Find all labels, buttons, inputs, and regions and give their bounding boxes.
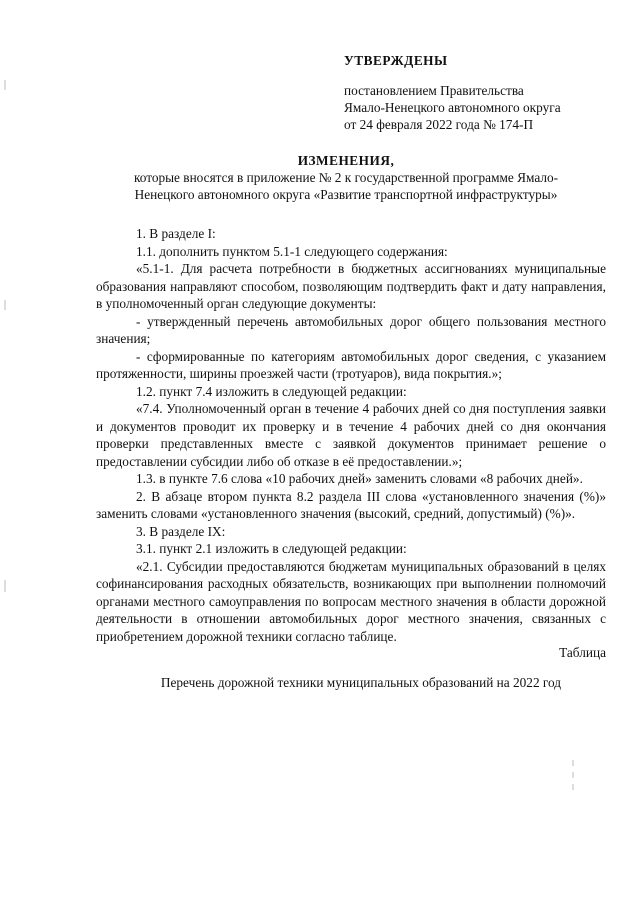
paragraph: 3. В разделе IX: <box>136 523 226 539</box>
approval-line-3: от 24 февраля 2022 года № 174-П <box>344 117 534 132</box>
approval-line-1: постановлением Правительства <box>344 83 524 98</box>
paragraph: «7.4. Уполномоченный орган в течение 4 рабочих дней со дня поступления заявки и документов проводит их проверку и в течение 4 рабочих дней со дня окончания проверки представленных вместе с заявкой документов принимает решение о предоставлении субсидии либо об отказе в её предоставлении.»; <box>96 401 606 469</box>
paragraph: 1. В разделе I: <box>136 226 216 241</box>
paragraph: 2. В абзаце втором пункта 8.2 раздела III слова «установленного значения (%)» заменить словами «установленного значения (высокий, средний, допустимый) (%)». <box>96 488 606 521</box>
paragraph: 1.2. пункт 7.4 изложить в следующей редакции: <box>136 383 407 399</box>
approval-line-2: Ямало-Ненецкого автономного округа <box>344 100 561 115</box>
paragraph: 1.1. дополнить пунктом 5.1-1 следующего содержания: <box>136 243 448 259</box>
paragraph: «5.1-1. Для расчета потребности в бюджетных ассигнованиях муниципальные образования направляют способом, позволяющим подтвердить факт и дату направления, в уполномоченный орган следующие документы: <box>96 261 606 311</box>
paragraph: 1.3. в пункте 7.6 слова «10 рабочих дней» заменить словами «8 рабочих дней». <box>136 471 583 486</box>
paragraph: - сформированные по категориям автомобильных дорог сведения, с указанием протяженности, ширины проезжей части (тротуаров), вида покрытия.»; <box>96 348 606 381</box>
paragraph: «2.1. Субсидии предоставляются бюджетам муниципальных образований в целях софинансирования расходных обязательств, возникающих при выполнении полномочий органами местного самоуправления по вопросам местного значения в области дорожной деятельности в отношении автомобильных дорог местного значения, связанных с приобретением дорожной техники согласно таблице. <box>96 558 606 644</box>
paragraph: 3.1. пункт 2.1 изложить в следующей редакции: <box>136 541 407 556</box>
approval-heading: УТВЕРЖДЕНЫ <box>344 53 448 68</box>
table-label: Таблица <box>559 645 606 660</box>
document-title: ИЗМЕНЕНИЯ, <box>297 153 395 168</box>
paragraph: - утвержденный перечень автомобильных дорог общего пользования местного значения; <box>96 313 606 346</box>
document-subtitle-line-2: Ненецкого автономного округа «Развитие транспортной инфраструктуры» <box>134 187 558 202</box>
document-subtitle-line-1: которые вносятся в приложение № 2 к государственной программе Ямало- <box>133 170 559 185</box>
list-title: Перечень дорожной техники муниципальных образований на 2022 год <box>160 675 562 690</box>
